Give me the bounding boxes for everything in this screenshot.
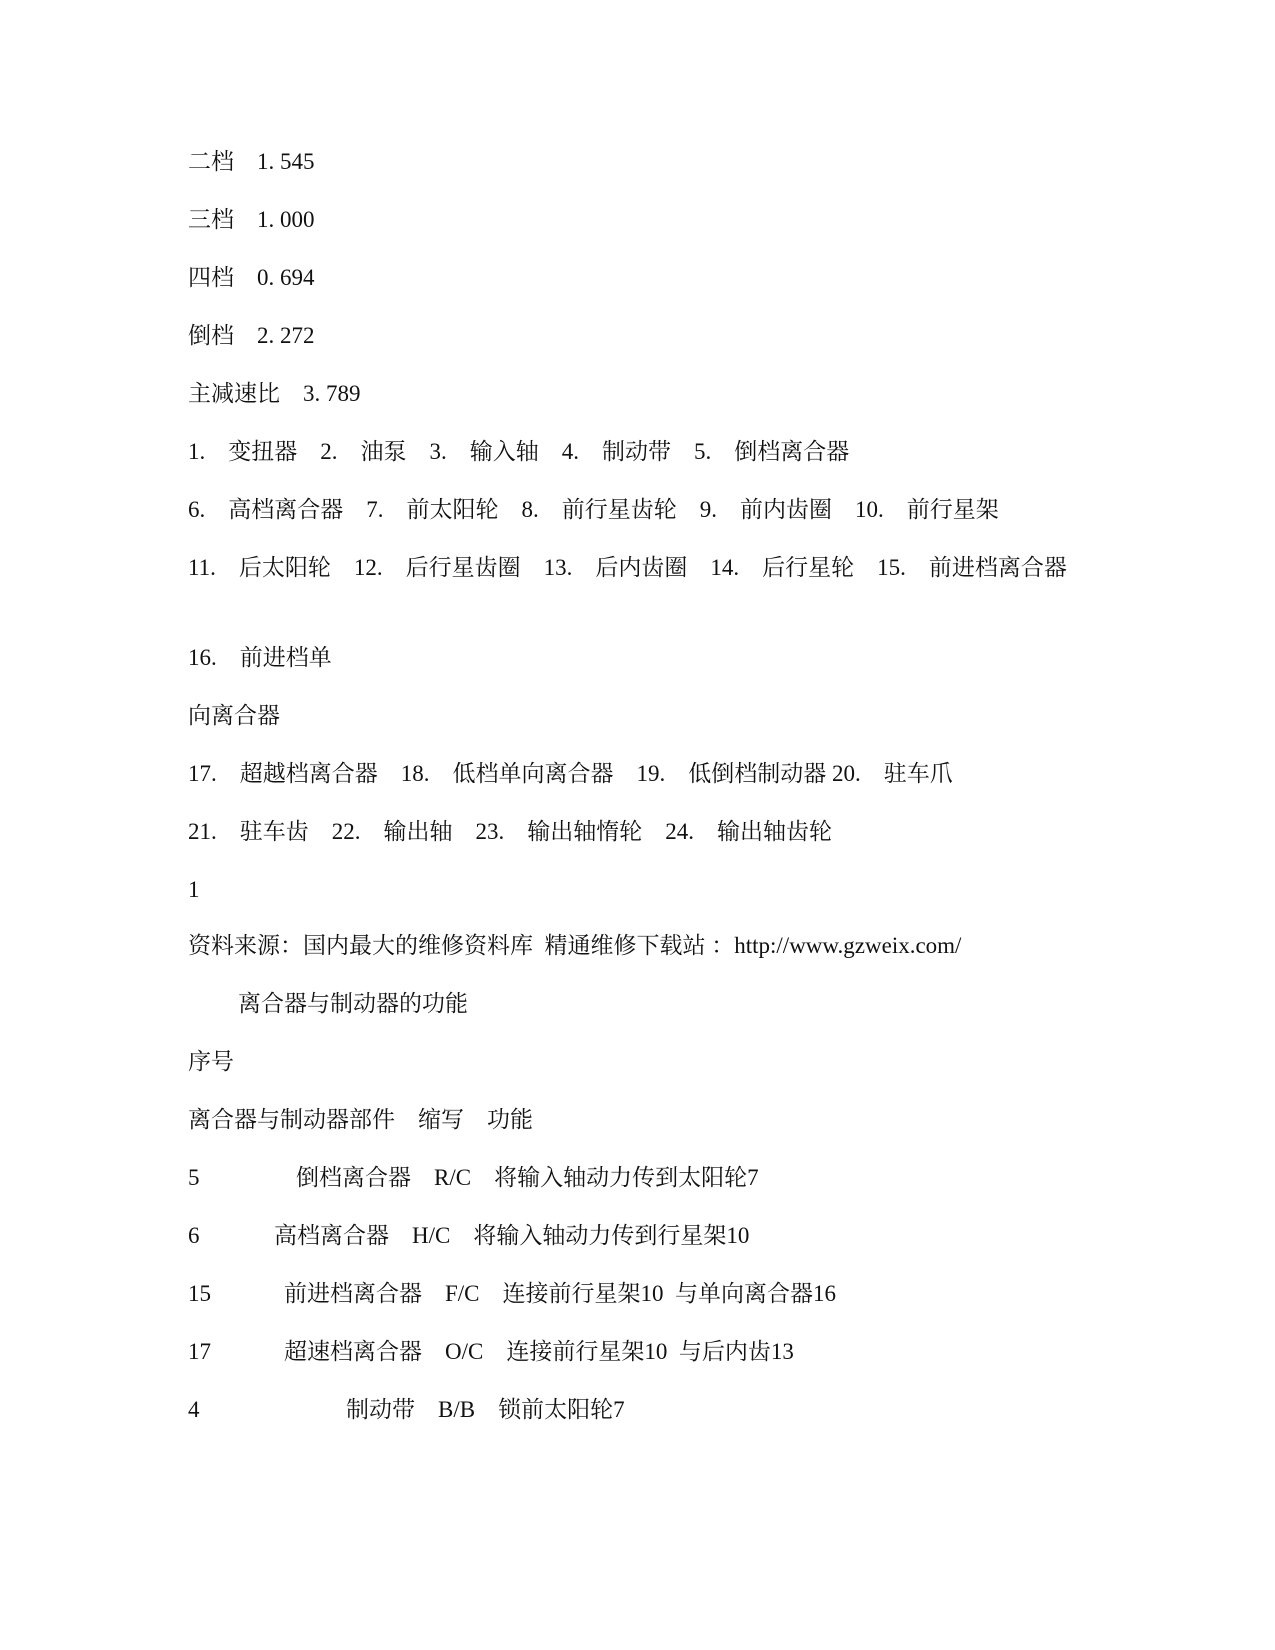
source-line: 资料来源：国内最大的维修资料库 精通维修下载站 ：http://www.gzweix.com/ <box>188 933 962 958</box>
row-content: 制动带 B/B 锁前太阳轮7 <box>346 1397 625 1422</box>
page-number: 1 <box>188 877 200 902</box>
table-row <box>188 1393 625 1426</box>
gear-ratio-4th <box>188 261 315 294</box>
gear-ratio-3rd <box>188 203 315 236</box>
gear-ratio-reverse <box>188 319 315 352</box>
row-number: 4 <box>188 1397 200 1422</box>
parts-line-6: 17. 超越档离合器 18. 低档单向离合器 19. 低倒档制动器 20. 驻车爪 <box>188 761 953 786</box>
table-row <box>188 1335 794 1368</box>
row-number: 6 <box>188 1223 200 1248</box>
gear-label: 四档 <box>188 265 234 290</box>
row-content: 前进档离合器 F/C 连接前行星架10 与单向离合器16 <box>284 1281 837 1306</box>
gear-value: 1. 545 <box>257 149 315 174</box>
gear-value: 1. 000 <box>257 207 315 232</box>
gear-label: 倒档 <box>188 323 234 348</box>
gear-label: 二档 <box>188 149 234 174</box>
table-row <box>188 1161 759 1194</box>
gear-value: 0. 694 <box>257 265 315 290</box>
parts-line-1: 1. 变扭器 2. 油泵 3. 输入轴 4. 制动带 5. 倒档离合器 <box>188 439 850 464</box>
row-content: 倒档离合器 R/C 将输入轴动力传到太阳轮7 <box>296 1165 759 1190</box>
gear-label: 主减速比 <box>188 381 280 406</box>
row-number: 15 <box>188 1281 211 1306</box>
parts-line-5: 向离合器 <box>188 703 280 728</box>
parts-line-4: 16. 前进档单 <box>188 645 332 670</box>
row-number: 5 <box>188 1165 200 1190</box>
gear-ratio-2nd <box>188 145 315 178</box>
table-row <box>188 1277 837 1310</box>
parts-line-3: 11. 后太阳轮 12. 后行星齿圈 13. 后内齿圈 14. 后行星轮 15. 前进档离合器 <box>188 555 1067 580</box>
parts-line-2: 6. 高档离合器 7. 前太阳轮 8. 前行星齿轮 9. 前内齿圈 10. 前行星架 <box>188 497 999 522</box>
section-title: 离合器与制动器的功能 <box>238 991 468 1016</box>
row-number: 17 <box>188 1339 211 1364</box>
row-content: 超速档离合器 O/C 连接前行星架10 与后内齿13 <box>284 1339 794 1364</box>
table-row <box>188 1219 750 1252</box>
table-header-columns: 离合器与制动器部件 缩写 功能 <box>188 1107 533 1132</box>
row-content: 高档离合器 H/C 将输入轴动力传到行星架10 <box>274 1223 750 1248</box>
gear-value: 3. 789 <box>303 381 361 406</box>
parts-line-7: 21. 驻车齿 22. 输出轴 23. 输出轴惰轮 24. 输出轴齿轮 <box>188 819 832 844</box>
gear-value: 2. 272 <box>257 323 315 348</box>
gear-ratio-final-drive <box>188 377 361 410</box>
table-header-number: 序号 <box>188 1049 234 1074</box>
gear-label: 三档 <box>188 207 234 232</box>
